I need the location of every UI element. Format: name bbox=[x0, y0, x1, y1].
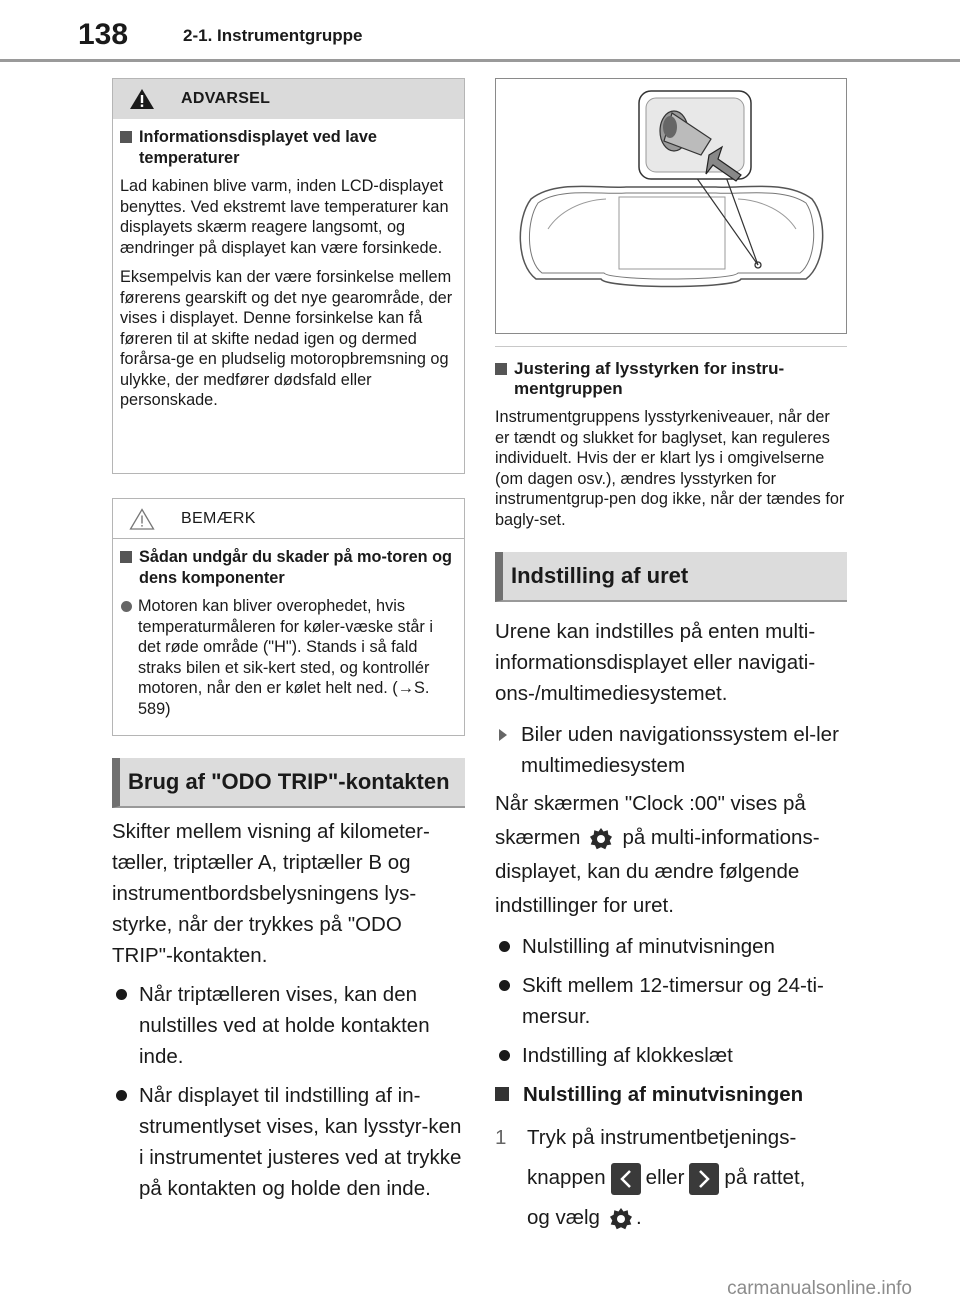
square-bullet-icon bbox=[120, 131, 132, 143]
list-item: Når triptælleren vises, kan den nulstilles ved at holde kontakten inde. bbox=[112, 979, 465, 1072]
chevron-left-key-icon bbox=[611, 1163, 641, 1195]
bullet-dot-icon bbox=[499, 1050, 510, 1061]
step-number: 1 bbox=[495, 1126, 507, 1149]
odo-heading: Brug af "ODO TRIP"-kontakten bbox=[112, 758, 465, 808]
left-column bbox=[112, 78, 465, 1204]
warning-box bbox=[112, 78, 465, 474]
circle-bullet-icon bbox=[121, 601, 132, 612]
instrument-cluster-drawing bbox=[496, 79, 848, 335]
notice-box bbox=[112, 498, 465, 736]
square-bullet-icon bbox=[120, 551, 132, 563]
warning-paragraph: Lad kabinen blive varm, inden LCD-displayet benyttes. Ved ekstremt lave temperaturer kan displayets skærm reagere langsomt, og ændringer på displayet kan være forsinkede. bbox=[120, 177, 449, 257]
warning-title: ADVARSEL bbox=[181, 90, 271, 107]
section-title: 2-1. Instrumentgruppe bbox=[183, 26, 363, 45]
notice-title: BEMÆRK bbox=[181, 509, 256, 527]
clock-heading: Indstilling af uret bbox=[495, 552, 847, 602]
triangle-bullet-icon bbox=[499, 729, 507, 741]
watermark: carmanualsonline.info bbox=[727, 1278, 912, 1299]
warning-heading: Informationsdisplayet ved lave temperaturer bbox=[139, 128, 377, 167]
list-item: Nulstilling af minutvisningen bbox=[495, 1079, 847, 1110]
list-item: Skift mellem 12-timersur og 24-ti-mersur. bbox=[495, 970, 847, 1032]
bullet-dot-icon bbox=[116, 989, 127, 1000]
square-bullet-icon bbox=[495, 363, 507, 375]
clock-intro: Urene kan indstilles på enten multi-informationsdisplayet eller navigati-ons-/multimediesystemet. bbox=[495, 620, 816, 705]
list-item: Nulstilling af minutvisningen bbox=[495, 931, 847, 962]
list-item: Indstilling af klokkeslæt bbox=[495, 1040, 847, 1071]
list-item: Biler uden navigationssystem el-ler multimediesystem bbox=[495, 719, 847, 781]
clock-paragraph: Når skærmen "Clock :00" vises på skærmen på multi-informations-displayet, kan du ændre følgende indstillinger for uret. bbox=[495, 792, 820, 917]
brightness-heading: Justering af lysstyrken for instru-mentgruppen bbox=[514, 359, 785, 398]
warning-box-header bbox=[113, 79, 464, 119]
square-bullet-icon bbox=[495, 1087, 509, 1101]
step-item: 1 Tryk på instrumentbetjenings-knappen eller på rattet, og vælg . bbox=[495, 1118, 847, 1238]
chevron-right-key-icon bbox=[689, 1163, 719, 1195]
notice-box-header bbox=[113, 499, 464, 539]
notice-triangle-icon bbox=[129, 508, 155, 530]
right-column bbox=[495, 78, 847, 1238]
bullet-dot-icon bbox=[499, 941, 510, 952]
arrow-right-icon: → bbox=[397, 679, 415, 697]
list-item: Når displayet til indstilling af in-strumentlyset vises, kan lysstyr-ken i instrumentet justeres ved at trykke på kontakten og holde den inde. bbox=[112, 1080, 465, 1204]
notice-heading: Sådan undgår du skader på mo-toren og dens komponenter bbox=[139, 548, 453, 587]
bullet-dot-icon bbox=[116, 1090, 127, 1101]
notice-item: Motoren kan bliver overophedet, hvis temperaturmåleren for køler-væske står i det røde område ("H"). Stands i så fald straks bilen et sik-kert sted, og kontrollér motoren, når den er kølet helt ned. (→S. 589) bbox=[138, 597, 433, 718]
warning-paragraph: Eksempelvis kan der være forsinkelse mellem førerens gearskift og det nye gearområde, der vises i displayet. Denne forsinkelse kan få føreren til at skifte nedad igen og dermed forårsa-ge en pludselig motoropbremsning og ulykke, der medfører dødsfald eller personskade. bbox=[120, 268, 453, 409]
instrument-cluster-illustration bbox=[495, 78, 847, 334]
warning-triangle-icon bbox=[129, 88, 155, 110]
gear-icon bbox=[586, 824, 616, 854]
brightness-text: Instrumentgruppens lysstyrkeniveauer, når der er tændt og slukket for baglyset, kan reguleres individuelt. Hvis der er klart lys i omgivelserne (om dagen osv.), ændres lysstyrken for instrumentgrup-pen dog ikke, når der tændes for bagly-set. bbox=[495, 408, 845, 529]
page-number: 138 bbox=[78, 18, 129, 51]
odo-intro: Skifter mellem visning af kilometer-tæller, triptæller A, triptæller B og instrumentbordsbelysningens lys-styrke, når der trykkes på "ODO TRIP"-kontakten. bbox=[112, 820, 430, 967]
bullet-dot-icon bbox=[499, 980, 510, 991]
page-header bbox=[0, 0, 960, 62]
divider bbox=[495, 346, 847, 347]
gear-icon bbox=[606, 1204, 636, 1234]
